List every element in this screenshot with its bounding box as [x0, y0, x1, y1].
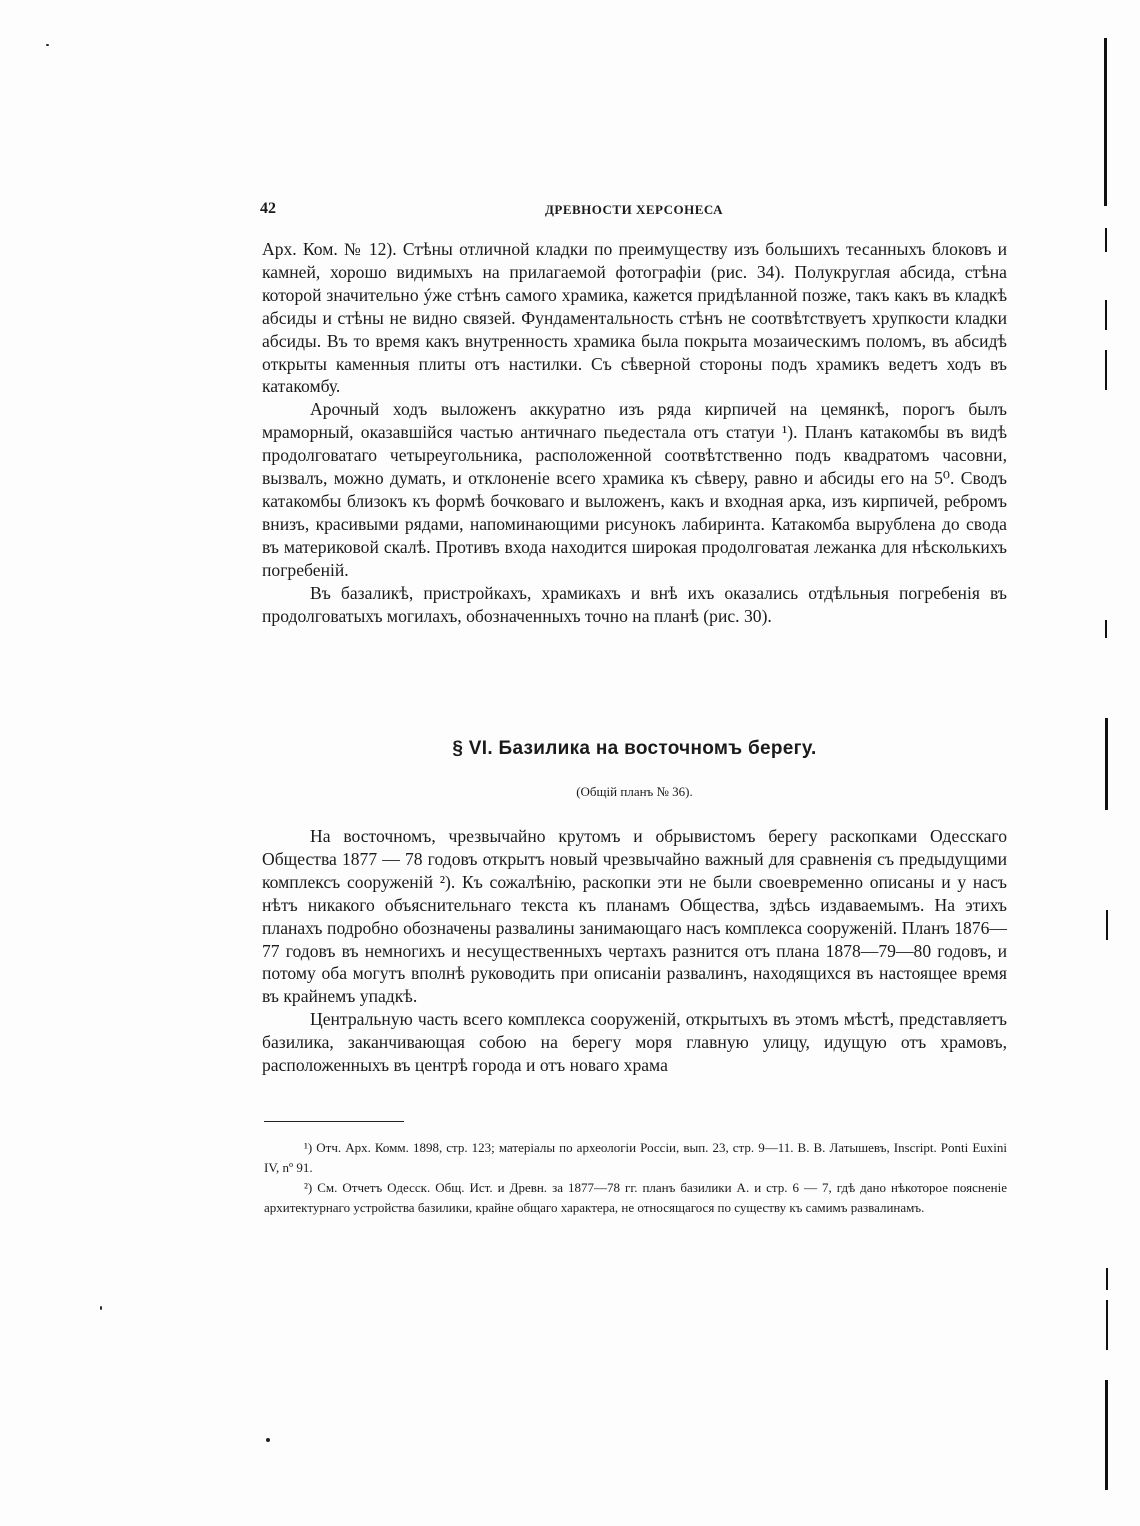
paragraph: Центральную часть всего комплекса сооруженій, открытыхъ въ этомъ мѣстѣ, представляетъ базилика, заканчивающая собою на берегу моря главную улицу, идущую отъ храмовъ, расположенныхъ въ центрѣ города и отъ новаго храма	[262, 1009, 1007, 1076]
scan-speck	[100, 1306, 102, 1310]
scan-edge-mark	[1105, 300, 1107, 330]
paragraph: Арх. Ком. № 12). Стѣны отличной кладки по преимуществу изъ большихъ тесанныхъ блоковъ и камней, хорошо видимыхъ на прилагаемой фотографіи (рис. 34). Полукруглая абсида, стѣна которой значительно ýже стѣнъ самого храмика, кажется придѣланной позже, такъ какъ въ кладкѣ абсиды и стѣны не видно связей. Фундаментальность стѣнъ не соотвѣтствуетъ хрупкости кладки абсиды. Въ то время какъ внутренность храмика была покрыта мозаическимъ поломъ, въ абсидѣ открыты каменныя плиты отъ настилки. Съ сѣверной стороны подъ храмикъ ведетъ ходъ въ катакомбу.	[262, 239, 1007, 397]
section-subheading: (Общій планъ № 36).	[576, 784, 693, 799]
text-block-bottom	[262, 825, 1007, 1077]
footnote: ¹) Отч. Арх. Комм. 1898, стр. 123; матеріалы по археологіи Россіи, вып. 23, стр. 9—11. В. В. Латышевъ, Inscript. Ponti Euxini IV, nº 91.	[264, 1140, 1007, 1175]
text-block-top	[262, 238, 1007, 627]
scan-edge-mark	[1105, 620, 1107, 638]
scan-speck	[46, 44, 49, 46]
scan-edge-mark	[1105, 350, 1107, 390]
scan-edge-mark	[1106, 1268, 1108, 1290]
section-heading: § VI. Базилика на восточномъ берегу.	[452, 738, 817, 759]
paragraph: На восточномъ, чрезвычайно крутомъ и обрывистомъ берегу раскопками Одесскаго Общества 1877 — 78 годовъ открытъ новый чрезвычайно важный для сравненія съ предыдущими комплексъ сооруженій ²). Къ сожалѣнію, раскопки эти не были своевременно описаны и у насъ нѣтъ никакого объяснительнаго текста къ планамъ Общества, здѣсь издаваемымъ. На этихъ планахъ подробно обозначены развалины занимающаго насъ комплекса сооруженій. Планъ 1876—77 годовъ въ немногихъ и несущественныхъ чертахъ разнится отъ плана 1878—79—80 годовъ, и потому оба могутъ вполнѣ руководить при описаніи развалинъ, находящихся въ настоящее время въ крайнемъ упадкѣ.	[262, 826, 1007, 1007]
page-header	[260, 200, 1008, 224]
running-title: ДРЕВНОСТИ ХЕРСОНЕСА	[544, 202, 724, 217]
footnote: ²) См. Отчетъ Одесск. Общ. Ист. и Древн. за 1877—78 гг. планъ базилики А. и стр. 6 — 7, гдѣ дано нѣкоторое поясненіе архитектурнаго устройства базилики, крайне общаго характера, не относящагося по существу къ самимъ развалинамъ.	[264, 1180, 1007, 1215]
scan-edge-mark	[1106, 1300, 1108, 1350]
scan-edge-mark	[1105, 1380, 1108, 1490]
page-number: 42	[260, 200, 276, 217]
scan-speck	[266, 1438, 270, 1442]
scan-edge-mark	[1105, 228, 1107, 252]
scan-edge-mark	[1106, 910, 1108, 940]
scan-edge-mark	[1105, 718, 1108, 810]
paragraph: Арочный ходъ выложенъ аккуратно изъ ряда кирпичей на цемянкѣ, порогъ былъ мраморный, оказавшійся частью античнаго пьедестала отъ статуи ¹). Планъ катакомбы въ видѣ продолговатаго четыреугольника, расположенной соотвѣтственно подъ квадратомъ часовни, вызвалъ, можно думать, и отклоненіе всего храмика къ сѣверу, равно и абсиды его на 5⁰. Сводъ катакомбы близокъ къ формѣ бочковаго и выложенъ, какъ и входная арка, изъ кирпичей, ребромъ внизъ, красивыми рядами, напоминающими рисунокъ лабиринта. Катакомба вырублена до свода въ материковой скалѣ. Противъ входа находится широкая продолговатая лежанка для нѣсколькихъ погребеній.	[262, 399, 1007, 580]
paragraph: Въ базаликѣ, пристройкахъ, храмикахъ и внѣ ихъ оказались отдѣльныя погребенія въ продолговатыхъ могилахъ, обозначенныхъ точно на планѣ (рис. 30).	[262, 582, 1007, 626]
footnotes	[264, 1138, 1007, 1218]
footnote-divider	[264, 1121, 404, 1122]
scan-edge-mark	[1104, 38, 1107, 206]
